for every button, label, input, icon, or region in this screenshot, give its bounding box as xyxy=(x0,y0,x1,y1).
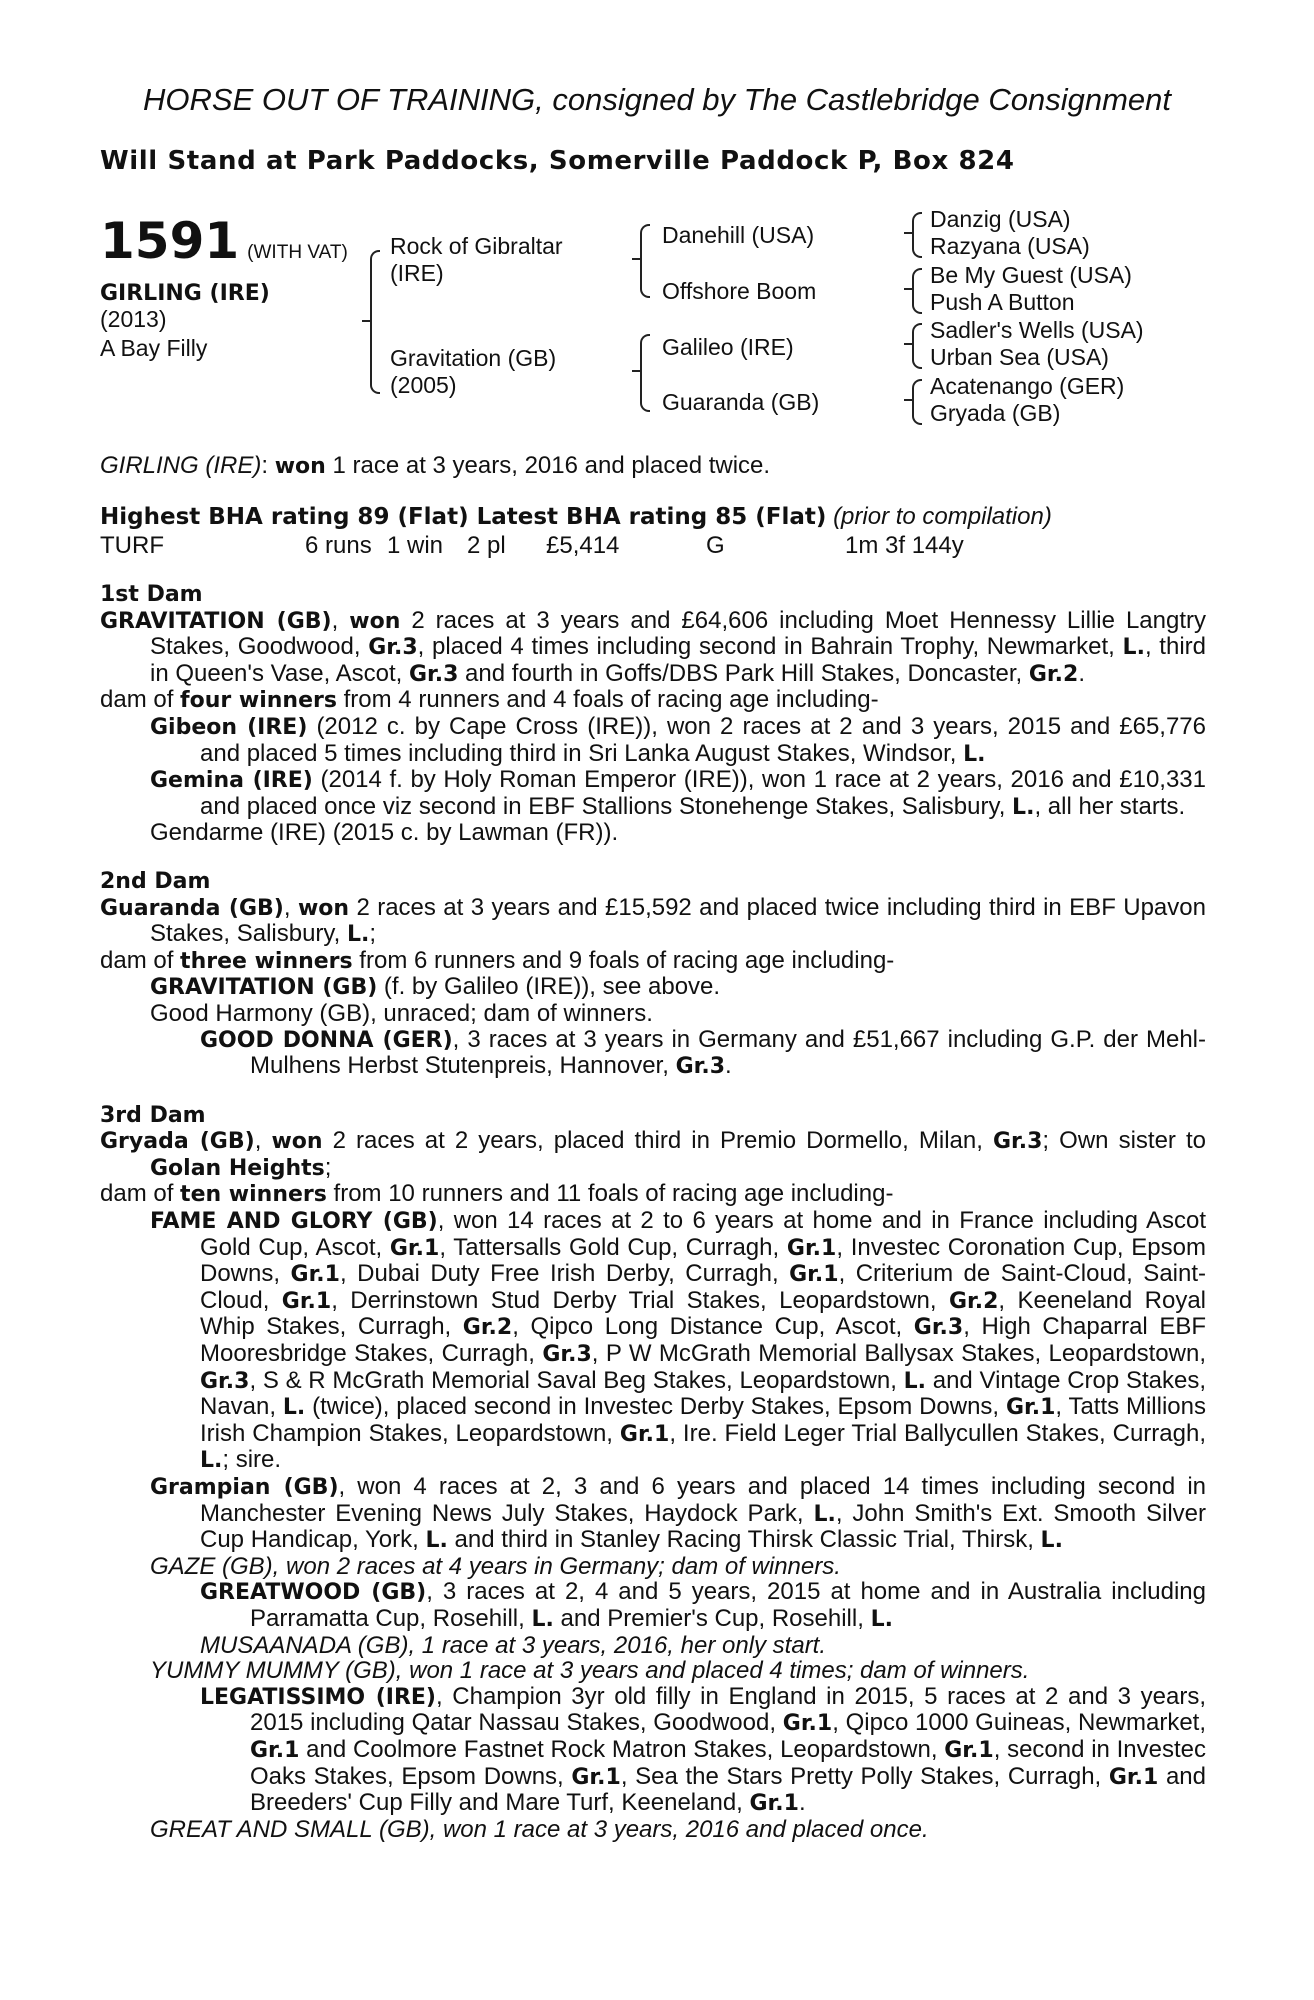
produce-entry: Good Harmony (GB), unraced; dam of winners. xyxy=(150,999,653,1027)
produce-entry: GREAT AND SMALL (GB), won 1 race at 3 years, 2016 and placed once. xyxy=(150,1815,929,1843)
record-distance: 1m 3f 144y xyxy=(845,532,964,559)
produce-entry: Gibeon (IRE) (2012 c. by Cape Cross (IRE)), won 2 races at 2 and 3 years, 2015 and £65,776 and placed 5 times including third in Sri Lanka August Stakes, Windsor, L. xyxy=(150,712,1207,767)
gen3-ancestor: Acatenango (GER) xyxy=(930,373,1125,399)
sire-dam: Offshore Boom xyxy=(662,278,817,304)
gen3-brace xyxy=(912,212,922,258)
consignment-line: HORSE OUT OF TRAINING, consigned by The Castlebridge Consignment xyxy=(143,82,1171,117)
record-surface: TURF xyxy=(100,532,164,559)
brace-tip xyxy=(904,232,913,234)
dam-line-text xyxy=(100,582,1206,1842)
second-dam-entry: Guaranda (GB), won 2 races at 3 years and £15,592 and placed twice including third in EBF Upavon Stakes, Salisbury, L.; xyxy=(100,893,1206,948)
produce-entry: Gemina (IRE) (2014 f. by Holy Roman Emperor (IRE)), won 1 race at 2 years, 2016 and £10,331 and placed once viz second in EBF Stallions Stonehenge Stakes, Salisbury, L., all her starts. xyxy=(150,766,1207,820)
dam-line-brace xyxy=(640,334,650,412)
gen3-ancestor: Be My Guest (USA) xyxy=(930,262,1132,288)
record-places: 2 pl xyxy=(467,532,506,559)
gen3-ancestor: Push A Button xyxy=(930,289,1075,315)
brace-tip xyxy=(904,399,913,401)
first-dam-heading: 1st Dam xyxy=(100,582,203,607)
gen3-ancestor: Urban Sea (USA) xyxy=(930,344,1109,370)
grand-produce-entry: MUSAANADA (GB), 1 race at 3 years, 2016, her only start. xyxy=(200,1631,827,1659)
third-dam-entry: Gryada (GB), won 2 races at 2 years, placed third in Premio Dormello, Milan, Gr.3; Own sister to Golan Heights; xyxy=(100,1127,1206,1181)
produce-entry: Grampian (GB), won 4 races at 2, 3 and 6 years and placed 14 times including second in Manchester Evening News July Stakes, Haydock Park, L., John Smith's Ext. Smooth Silver Cup Handicap, York, L. and third in Stanley Racing Thirsk Classic Trial, Thirsk, L. xyxy=(150,1473,1207,1554)
grand-produce-entry: LEGATISSIMO (IRE), Champion 3yr old filly in England in 2015, 5 races at 2 and 3 years, 2015 including Qatar Nassau Stakes, Goodwood, Gr.1, Qipco 1000 Guineas, Newmarket, Gr.1 and Coolmore Fastnet Rock Matron Stakes, Leopardstown, Gr.1, second in Investec Oaks Stakes, Epsom Downs, Gr.1, Sea the Stars Pretty Polly Stakes, Curragh, Gr.1 and Breeders' Cup Filly and Mare Turf, Keeneland, Gr.1. xyxy=(200,1682,1207,1817)
first-dam-produce-summary: dam of four winners from 4 runners and 4 foals of racing age including- xyxy=(100,686,879,714)
stand-location: Will Stand at Park Paddocks, Somerville Paddock P, Box 824 xyxy=(100,146,1015,176)
produce-entry: YUMMY MUMMY (GB), won 1 race at 3 years and placed 4 times; dam of winners. xyxy=(150,1657,1030,1685)
third-dam-heading: 3rd Dam xyxy=(100,1102,206,1128)
record-runs: 6 runs xyxy=(305,532,372,559)
brace-tip xyxy=(632,258,641,260)
brace-tip xyxy=(904,343,913,345)
gen3-brace xyxy=(912,323,922,369)
horse-name: GIRLING (IRE) xyxy=(100,281,270,306)
lot-heading xyxy=(100,212,348,270)
sire-sire: Danehill (USA) xyxy=(662,222,815,248)
brace-tip xyxy=(362,320,371,322)
sex-colour: A Bay Filly xyxy=(100,335,208,361)
gen3-ancestor: Razyana (USA) xyxy=(930,233,1090,259)
gen3-ancestor: Danzig (USA) xyxy=(930,206,1071,232)
produce-entry: FAME AND GLORY (GB), won 14 races at 2 to 6 years at home and in France including Ascot Gold Cup, Ascot, Gr.1, Tattersalls Gold Cup, Curragh, Gr.1, Investec Coronation Cup, Epsom Downs, Gr.1, Dubai Duty Free Irish Derby, Curragh, Gr.1, Criterium de Saint-Cloud, Saint-Cloud, Gr.1, Derrinstown Stud Derby Trial Stakes, Leopardstown, Gr.2, Keeneland Royal Whip Stakes, Curragh, Gr.2, Qipco Long Distance Cup, Ascot, Gr.3, High Chaparral EBF Mooresbridge Stakes, Curragh, Gr.3, P W McGrath Memorial Ballysax Stakes, Leopardstown, Gr.3, S & R McGrath Memorial Saval Beg Stakes, Leopardstown, L. and Vintage Crop Stakes, Navan, L. (twice), placed second in Investec Derby Stakes, Epsom Downs, Gr.1, Tatts Millions Irish Champion Stakes, Leopardstown, Gr.1, Ire. Field Leger Trial Ballycullen Stakes, Curragh, L.; sire. xyxy=(150,1207,1207,1474)
second-dam-heading: 2nd Dam xyxy=(100,868,211,894)
gen3-brace xyxy=(912,268,922,314)
vat-label: (WITH VAT) xyxy=(247,242,348,263)
dam: Gravitation (GB) (2005) xyxy=(390,345,557,398)
sire: Rock of Gibraltar (IRE) xyxy=(390,233,563,286)
bha-rating: Highest BHA rating 89 (Flat) Latest BHA rating 85 (Flat) (prior to compilation) xyxy=(100,503,1052,530)
produce-entry: Gendarme (IRE) (2015 c. by Lawman (FR)). xyxy=(150,819,619,847)
brace-tip xyxy=(632,370,641,372)
grand-produce-entry: GREATWOOD (GB), 3 races at 2, 4 and 5 years, 2015 at home and in Australia including Parramatta Cup, Rosehill, L. and Premier's Cup, Rosehill, L. xyxy=(200,1578,1206,1632)
brace-tip xyxy=(904,288,913,290)
gen3-ancestor: Gryada (GB) xyxy=(930,400,1061,426)
third-dam-produce-summary: dam of ten winners from 10 runners and 11 foals of racing age including- xyxy=(100,1180,894,1208)
dam-dam: Guaranda (GB) xyxy=(662,389,820,415)
record-going: G xyxy=(706,532,725,559)
foaling-year: (2013) xyxy=(100,306,167,332)
race-summary: GIRLING (IRE): won 1 race at 3 years, 2016 and placed twice. xyxy=(100,452,771,479)
first-dam-entry: GRAVITATION (GB), won 2 races at 3 years and £64,606 including Moet Hennessy Lillie Langtry Stakes, Goodwood, Gr.3, placed 4 times including second in Bahrain Trophy, Newmarket, L., third in Queen's Vase, Ascot, Gr.3 and fourth in Goffs/DBS Park Hill Stakes, Doncaster, Gr.2. xyxy=(100,606,1206,687)
sire-line-brace xyxy=(640,224,650,298)
produce-entry: GAZE (GB), won 2 races at 4 years in Germany; dam of winners. xyxy=(150,1552,841,1580)
second-dam-produce-summary: dam of three winners from 6 runners and 9 foals of racing age including- xyxy=(100,946,895,974)
produce-entry: GRAVITATION (GB) (f. by Galileo (IRE)), see above. xyxy=(150,973,721,1001)
gen3-brace xyxy=(912,379,922,425)
record-prize: £5,414 xyxy=(546,532,620,559)
record-wins: 1 win xyxy=(387,532,444,559)
lot-number: 1591 xyxy=(100,212,240,270)
dam-sire: Galileo (IRE) xyxy=(662,334,794,360)
sire-dam-brace xyxy=(370,250,380,394)
gen3-ancestor: Sadler's Wells (USA) xyxy=(930,317,1144,343)
grand-produce-entry: GOOD DONNA (GER), 3 races at 3 years in Germany and £51,667 including G.P. der Mehl-Mulhens Herbst Stutenpreis, Hannover, Gr.3. xyxy=(200,1025,1206,1080)
